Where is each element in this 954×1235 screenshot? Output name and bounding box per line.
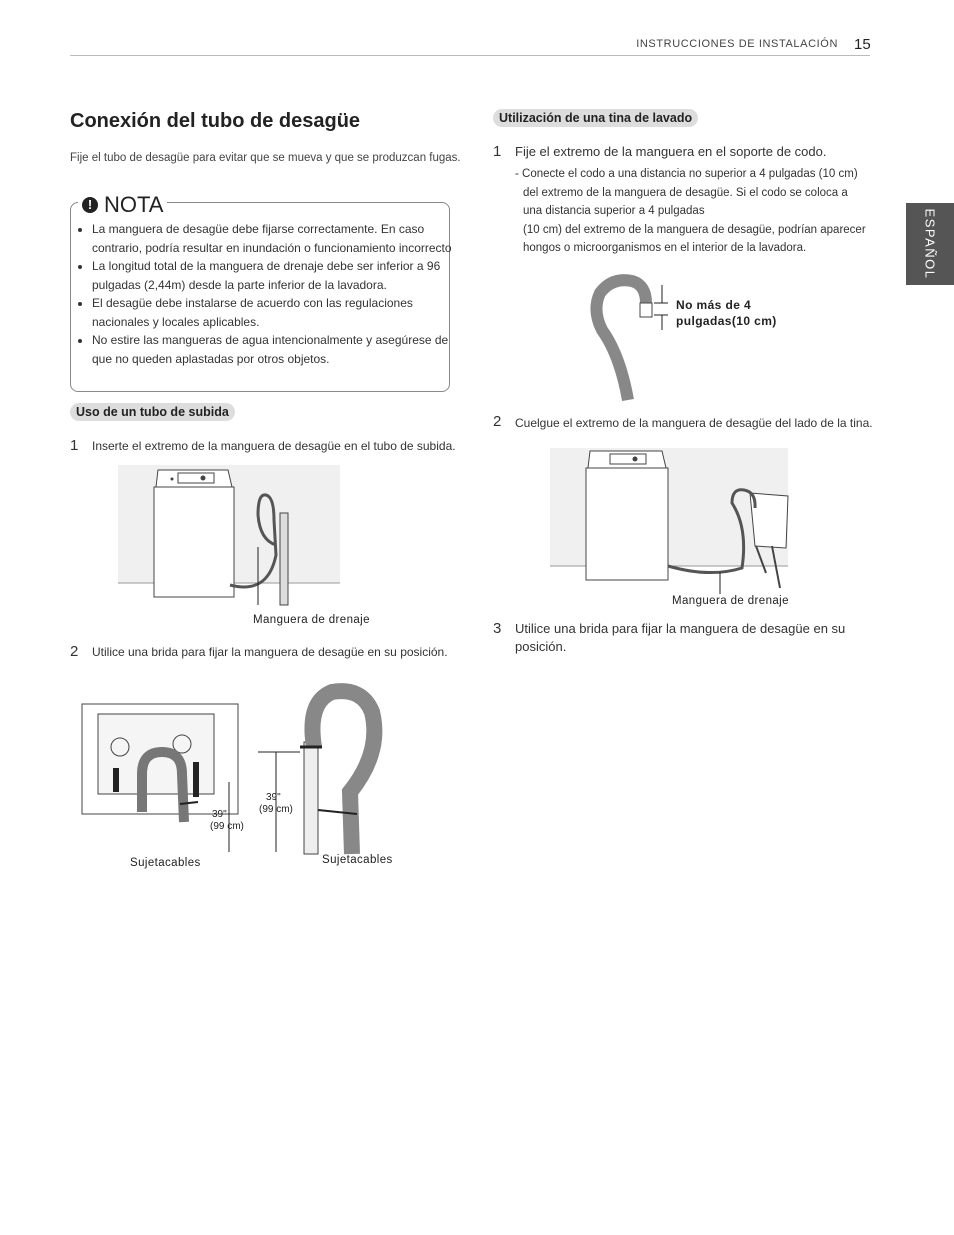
note-heading	[78, 192, 167, 218]
running-header: INSTRUCCIONES DE INSTALACIÓN	[636, 38, 838, 50]
drain-hose-caption: Manguera de drenaje	[672, 595, 789, 607]
note-title: NOTA	[104, 192, 164, 217]
step-number: 1	[70, 437, 79, 454]
elbow-illustration	[590, 275, 680, 405]
step-text	[515, 620, 845, 656]
elbow-label: pulgadas(10 cm)	[676, 314, 777, 328]
step-number: 2	[70, 643, 79, 660]
step-number: 1	[493, 143, 502, 160]
language-tab	[906, 203, 954, 285]
step-line: posición.	[515, 639, 567, 654]
laundry-tub-illustration	[550, 448, 792, 598]
language-tab-label: ESPAÑOL	[922, 208, 938, 280]
tub-heading: Utilización de una tina de lavado	[493, 109, 698, 127]
step-text: Utilice una brida para fijar la manguera de desagüe en su posición.	[92, 645, 448, 659]
exclamation-icon: !	[82, 197, 98, 213]
intro-text: Fije el tubo de desagüe para evitar que se mueva y que se produzcan fugas.	[70, 152, 461, 164]
detail-line: (10 cm) del extremo de la manguera de desagüe, podrían aparecer	[523, 223, 866, 236]
dimension-label: 39"	[266, 792, 281, 803]
note-list	[78, 220, 456, 368]
note-item: • La longitud total de la manguera de drenaje debe ser inferior a 96 pulgadas (2,44m) desde la parte inferior de la lavadora.	[92, 257, 456, 294]
detail-line: del extremo de la manguera de desagüe. Si el codo se coloca a	[523, 186, 848, 199]
page-title: Conexión del tubo de desagüe	[70, 110, 361, 132]
step-line: Utilice una brida para fijar la manguera de desagüe en su	[515, 621, 846, 636]
elbow-label: No más de 4	[676, 298, 752, 312]
header-rule	[70, 55, 870, 56]
page-number: 15	[854, 36, 871, 53]
note-item: • La manguera de desagüe debe fijarse correctamente. En caso contrario, podría resultar en inundación o funcionamiento incorrecto	[92, 220, 456, 257]
step-text: Cuelgue el extremo de la manguera de desagüe del lado de la tina.	[515, 416, 873, 430]
drain-hose-caption: Manguera de drenaje	[253, 614, 370, 626]
tie-strap-caption-right: Sujetacables	[322, 854, 393, 866]
step-number: 3	[493, 620, 502, 637]
note-item: • No estire las mangueras de agua intencionalmente y asegúrese de que no queden aplastadas por otros objetos.	[92, 331, 456, 368]
dimension-label: 39"	[212, 809, 227, 820]
step-text: Fije el extremo de la manguera en el soporte de codo.	[515, 144, 827, 159]
detail-line: hongos o microorganismos en el interior de la lavadora.	[523, 242, 807, 254]
detail-line: una distancia superior a 4 pulgadas	[523, 205, 705, 217]
step-number: 2	[493, 413, 502, 430]
dimension-label: (99 cm)	[259, 804, 293, 815]
standpipe-illustration	[118, 465, 348, 620]
step-text: Inserte el extremo de la manguera de desagüe en el tubo de subida.	[92, 439, 456, 453]
note-item: • El desagüe debe instalarse de acuerdo con las regulaciones nacionales y locales aplicables.	[92, 294, 456, 331]
step-detail	[515, 165, 877, 258]
tie-strap-illustration	[82, 682, 402, 857]
tie-strap-caption-left: Sujetacables	[130, 857, 201, 869]
dimension-label: (99 cm)	[210, 821, 244, 832]
detail-line: - Conecte el codo a una distancia no superior a 4 pulgadas (10 cm)	[515, 168, 858, 180]
standpipe-heading: Uso de un tubo de subida	[70, 403, 235, 421]
